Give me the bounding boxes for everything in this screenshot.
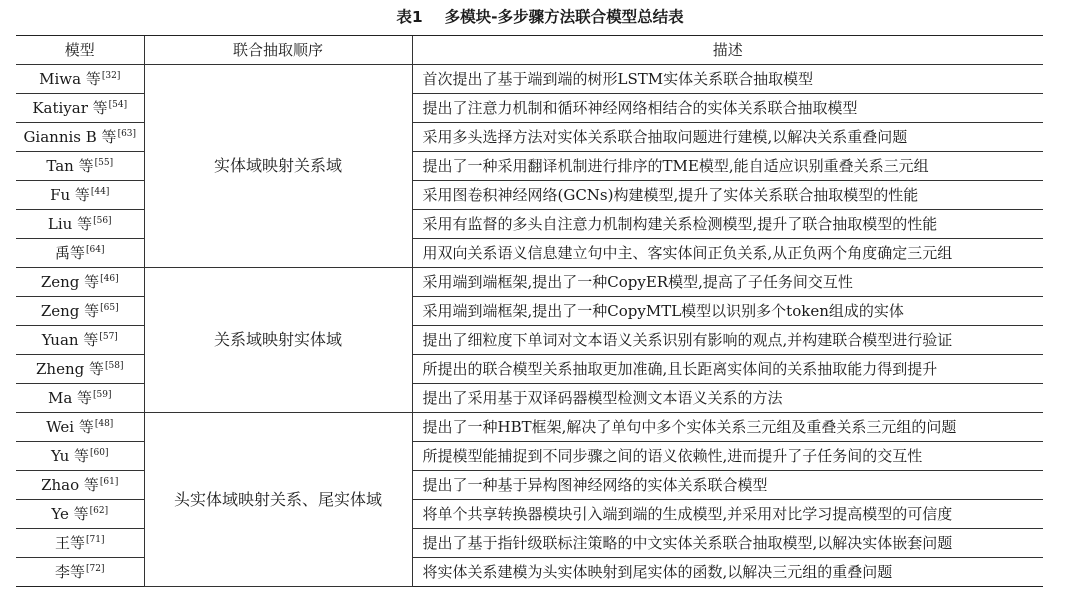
model-name: Tan 等 xyxy=(46,157,94,175)
description-cell: 提出了细粒度下单词对文本语义关系识别有影响的观点,并构建联合模型进行验证 xyxy=(412,326,1043,355)
description-cell: 首次提出了基于端到端的树形LSTM实体关系联合抽取模型 xyxy=(412,65,1043,94)
description-cell: 用双向关系语义信息建立句中主、客实体间正负关系,从正负两个角度确定三元组 xyxy=(412,239,1043,268)
model-name: 王等 xyxy=(55,534,86,552)
model-name: Wei 等 xyxy=(46,418,94,436)
model-cell xyxy=(16,471,144,500)
table-number: 表1 xyxy=(396,8,423,26)
citation-ref: [44] xyxy=(90,187,110,197)
table-row xyxy=(16,268,1043,297)
citation-ref: [57] xyxy=(99,332,118,342)
description-cell: 将实体关系建模为头实体映射到尾实体的函数,以解决三元组的重叠问题 xyxy=(412,558,1043,587)
model-cell xyxy=(16,384,144,413)
model-name: Yuan 等 xyxy=(41,331,99,349)
model-cell xyxy=(16,500,144,529)
table-title: 多模块-多步骤方法联合模型总结表 xyxy=(444,8,684,26)
description-cell: 采用有监督的多头自注意力机制构建关系检测模型,提升了联合抽取模型的性能 xyxy=(412,210,1043,239)
extraction-order-cell: 头实体域映射关系、尾实体域 xyxy=(144,413,412,587)
header-model: 模型 xyxy=(16,36,144,65)
model-name: Zheng 等 xyxy=(36,360,104,378)
model-cell xyxy=(16,529,144,558)
citation-ref: [46] xyxy=(100,274,119,284)
description-cell: 所提模型能捕捉到不同步骤之间的语义依赖性,进而提升了子任务间的交互性 xyxy=(412,442,1043,471)
model-cell xyxy=(16,181,144,210)
description-cell: 提出了采用基于双译码器模型检测文本语义关系的方法 xyxy=(412,384,1043,413)
model-cell xyxy=(16,355,144,384)
model-cell xyxy=(16,268,144,297)
description-cell: 提出了一种基于异构图神经网络的实体关系联合模型 xyxy=(412,471,1043,500)
model-cell xyxy=(16,297,144,326)
citation-ref: [55] xyxy=(94,158,114,168)
header-order: 联合抽取顺序 xyxy=(144,36,412,65)
model-name: Zhao 等 xyxy=(41,476,99,494)
extraction-order-cell: 关系域映射实体域 xyxy=(144,268,412,413)
citation-ref: [65] xyxy=(100,303,119,313)
citation-ref: [59] xyxy=(93,390,112,400)
model-cell xyxy=(16,65,144,94)
model-name: 禹等 xyxy=(55,244,86,262)
model-name: Giannis B 等 xyxy=(23,128,117,146)
citation-ref: [58] xyxy=(105,361,124,371)
model-cell xyxy=(16,210,144,239)
model-cell xyxy=(16,123,144,152)
table-body xyxy=(16,65,1043,587)
citation-ref: [64] xyxy=(86,245,105,255)
table-row xyxy=(16,65,1043,94)
model-cell xyxy=(16,239,144,268)
citation-ref: [60] xyxy=(90,448,109,458)
citation-ref: [56] xyxy=(93,216,112,226)
description-cell: 所提出的联合模型关系抽取更加准确,且长距离实体间的关系抽取能力得到提升 xyxy=(412,355,1043,384)
model-name: 李等 xyxy=(55,563,86,581)
model-cell xyxy=(16,442,144,471)
citation-ref: [32] xyxy=(101,71,121,81)
model-cell xyxy=(16,326,144,355)
header-row xyxy=(16,36,1043,65)
model-name: Miwa 等 xyxy=(39,70,101,88)
header-desc: 描述 xyxy=(412,36,1043,65)
description-cell: 提出了一种HBT框架,解决了单句中多个实体关系三元组及重叠关系三元组的问题 xyxy=(412,413,1043,442)
description-cell: 采用多头选择方法对实体关系联合抽取问题进行建模,以解决关系重叠问题 xyxy=(412,123,1043,152)
model-cell xyxy=(16,152,144,181)
model-cell xyxy=(16,413,144,442)
citation-ref: [63] xyxy=(117,129,137,139)
description-cell: 提出了基于指针级联标注策略的中文实体关系联合抽取模型,以解决实体嵌套问题 xyxy=(412,529,1043,558)
model-name: Yu 等 xyxy=(50,447,90,465)
model-cell xyxy=(16,558,144,587)
citation-ref: [71] xyxy=(86,535,105,545)
description-cell: 采用端到端框架,提出了一种CopyER模型,提高了子任务间交互性 xyxy=(412,268,1043,297)
model-name: Katiyar 等 xyxy=(32,99,108,117)
model-name: Ye 等 xyxy=(51,505,89,523)
citation-ref: [61] xyxy=(99,477,119,487)
description-cell: 采用图卷积神经网络(GCNs)构建模型,提升了实体关系联合抽取模型的性能 xyxy=(412,181,1043,210)
summary-table xyxy=(16,35,1043,587)
citation-ref: [48] xyxy=(94,419,114,429)
model-name: Zeng 等 xyxy=(40,273,100,291)
description-cell: 将单个共享转换器模块引入端到端的生成模型,并采用对比学习提高模型的可信度 xyxy=(412,500,1043,529)
model-name: Zeng 等 xyxy=(40,302,100,320)
citation-ref: [54] xyxy=(108,100,128,110)
table-row xyxy=(16,413,1043,442)
model-name: Fu 等 xyxy=(50,186,90,204)
extraction-order-cell: 实体域映射关系域 xyxy=(144,65,412,268)
description-cell: 提出了一种采用翻译机制进行排序的TME模型,能自适应识别重叠关系三元组 xyxy=(412,152,1043,181)
model-cell xyxy=(16,94,144,123)
model-name: Ma 等 xyxy=(47,389,93,407)
citation-ref: [62] xyxy=(89,506,109,516)
citation-ref: [72] xyxy=(86,564,105,574)
description-cell: 提出了注意力机制和循环神经网络相结合的实体关系联合抽取模型 xyxy=(412,94,1043,123)
model-name: Liu 等 xyxy=(47,215,93,233)
table-caption xyxy=(0,2,1080,32)
description-cell: 采用端到端框架,提出了一种CopyMTL模型以识别多个token组成的实体 xyxy=(412,297,1043,326)
